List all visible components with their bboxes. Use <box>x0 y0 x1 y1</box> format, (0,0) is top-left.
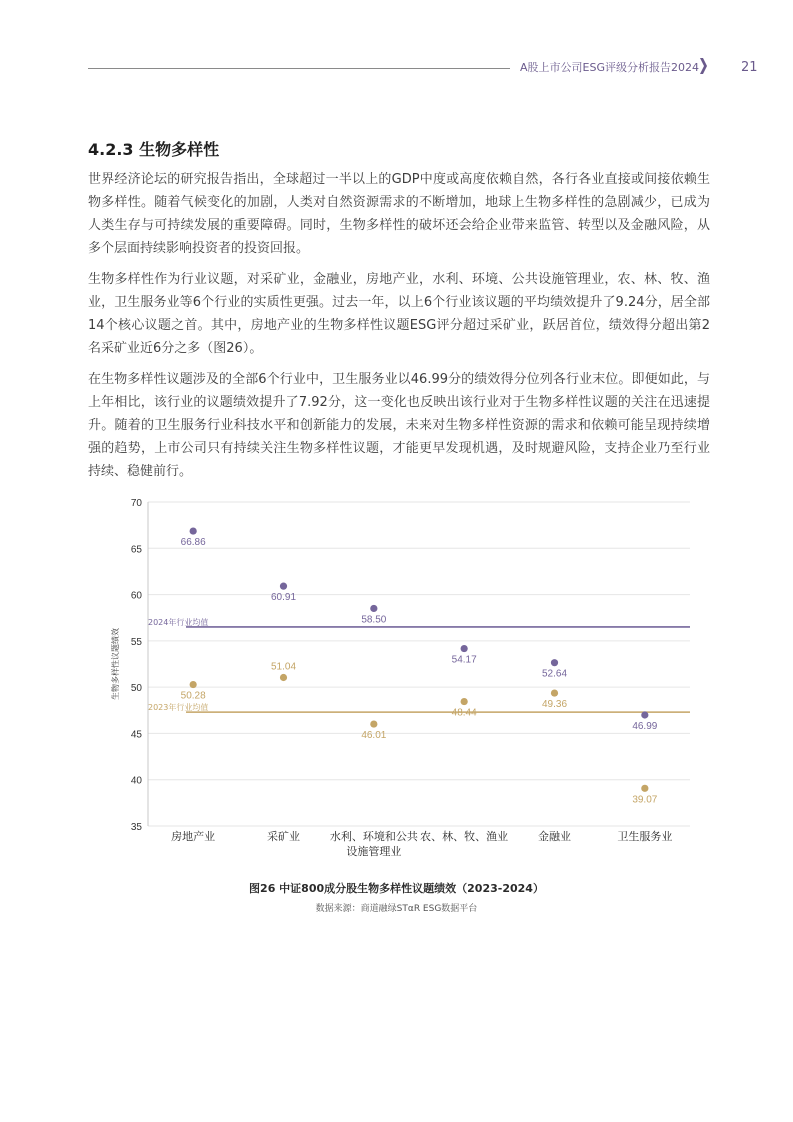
data-point <box>641 785 648 792</box>
data-label: 60.91 <box>270 592 297 604</box>
x-tick-label: 卫生服务业 <box>617 830 673 843</box>
header-rule <box>88 68 510 69</box>
y-tick-label: 45 <box>130 729 142 741</box>
x-tick-label: 农、林、牧、渔业 <box>420 830 509 843</box>
body-paragraph: 在生物多样性议题涉及的全部6个行业中，卫生服务业以46.99分的绩效得分位列各行业末位。即便如此，与上年相比，该行业的议题绩效提升了7.92分，这一变化也反映出该行业对于生物多样性议题的关注在迅速提升。随着的卫生服务行业科技水平和创新能力的发展，未来对生物多样性资源的需求和依赖可能呈现持续增强的趋势，上市公司只有持续关注生物多样性议题，才能更早发现机遇，及时规避风险，支持企业乃至行业持续、稳健前行。 <box>88 372 710 479</box>
y-tick-label: 40 <box>130 775 142 787</box>
data-label: 39.07 <box>632 794 658 806</box>
y-tick-label: 70 <box>130 498 142 509</box>
data-point <box>551 659 558 666</box>
reference-line-label: 2024年行业均值 <box>148 617 209 627</box>
y-tick-label: 60 <box>130 590 142 602</box>
chevron-right-icon <box>700 58 707 74</box>
y-tick-label: 65 <box>130 544 142 556</box>
data-point <box>190 681 197 688</box>
body-paragraph: 世界经济论坛的研究报告指出，全球超过一半以上的GDP中度或高度依赖自然，各行各业直接或间接依赖生物多样性。随着气候变化的加剧，人类对自然资源需求的不断增加，地球上生物多样性的急剧减少，已成为人类生存与可持续发展的重要障碍。同时，生物多样性的破坏还会给企业带来监管、转型以及金融风险，从多个层面持续影响投资者的投资回报。 <box>88 172 710 256</box>
y-tick-label: 55 <box>130 636 142 648</box>
data-label: 51.04 <box>270 661 297 673</box>
x-tick-label: 水利、环境和公共 <box>329 830 418 843</box>
page-number: 21 <box>741 60 758 75</box>
data-point <box>641 711 648 718</box>
data-label: 66.86 <box>180 537 206 549</box>
data-point <box>461 698 468 705</box>
data-label: 46.01 <box>361 730 387 742</box>
reference-line-label: 2023年行业均值 <box>148 703 209 713</box>
data-label: 52.64 <box>541 668 568 680</box>
report-title: A股上市公司ESG评级分析报告2024 <box>520 61 699 74</box>
y-tick-label: 50 <box>130 683 142 695</box>
data-point <box>280 583 287 590</box>
data-label: 54.17 <box>451 654 477 666</box>
section-heading: 4.2.3 生物多样性 <box>88 140 220 159</box>
y-axis-title: 生物多样性议题绩效 <box>111 628 120 700</box>
data-label: 48.44 <box>451 707 477 719</box>
body-paragraph: 生物多样性作为行业议题，对采矿业，金融业，房地产业，水利、环境、公共设施管理业，农、林、牧、渔业，卫生服务业等6个行业的实质性更强。过去一年，以上6个行业该议题的平均绩效提升了9.24分，居全部14个核心议题之首。其中，房地产业的生物多样性议题ESG评分超过采矿业，跃居首位，绩效得分超出第2名采矿业近6分之多（图26）。 <box>88 272 710 356</box>
data-point <box>551 689 558 696</box>
data-label: 46.99 <box>632 721 658 733</box>
data-label: 50.28 <box>180 690 206 702</box>
data-point <box>280 674 287 681</box>
y-tick-label: 35 <box>130 822 142 833</box>
x-tick-label: 房地产业 <box>171 830 216 843</box>
biodiversity-scatter-chart <box>0 490 793 870</box>
x-tick-label: 设施管理业 <box>346 845 402 858</box>
x-tick-label: 采矿业 <box>267 830 300 843</box>
data-point <box>461 645 468 652</box>
data-label: 49.36 <box>541 699 568 711</box>
data-label: 58.50 <box>361 614 387 626</box>
figure-caption: 图26 中证800成分股生物多样性议题绩效（2023-2024） <box>249 882 544 895</box>
data-point <box>190 527 197 534</box>
figure-source: 数据来源：商道融绿STαR ESG数据平台 <box>315 904 478 914</box>
data-point <box>370 720 377 727</box>
x-tick-label: 金融业 <box>538 830 571 843</box>
data-point <box>370 605 377 612</box>
